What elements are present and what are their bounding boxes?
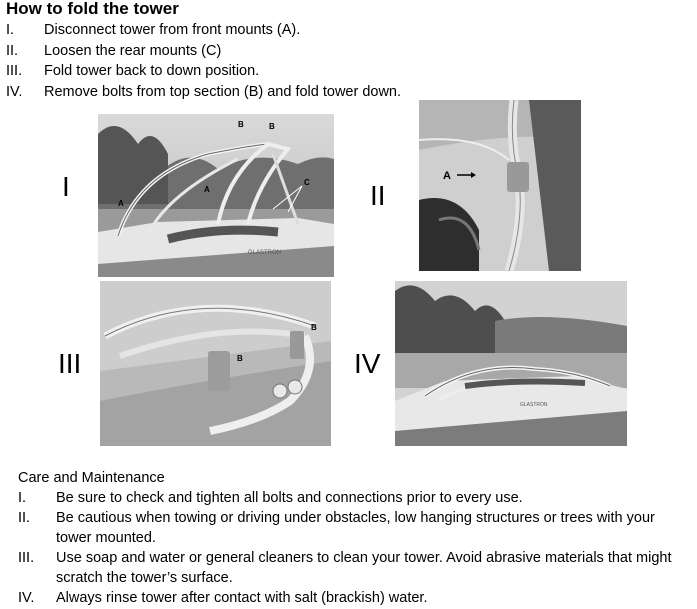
step-text: Loosen the rear mounts (C) <box>44 42 222 59</box>
page-title: How to fold the tower <box>6 0 179 18</box>
callout-b-1: B <box>238 120 244 129</box>
care-item-number: II. <box>18 510 31 526</box>
callout-a-1: A <box>118 199 124 208</box>
callout-a-2: A <box>204 185 210 194</box>
care-item-text: Always rinse tower after contact with salt (brackish) water. <box>56 590 428 606</box>
hull-text: GLASTRON <box>520 402 548 408</box>
callout-c: C <box>304 178 310 187</box>
step-text: Fold tower back to down position. <box>44 63 260 79</box>
care-item <box>18 588 676 608</box>
care-item-number: IV. <box>18 590 35 606</box>
callout-b-2: B <box>311 323 317 332</box>
care-heading: Care and Maintenance <box>18 470 165 486</box>
care-item <box>18 488 676 508</box>
care-item-text: Use soap and water or general cleaners to clean your tower. Avoid abrasive materials that might scratch the tower’s surface. <box>56 550 672 586</box>
step-number: IV. <box>6 83 23 100</box>
care-list <box>18 488 676 608</box>
photo-rear-section <box>100 281 331 446</box>
step-text: Remove bolts from top section (B) and fold tower down. <box>44 83 402 100</box>
photo-numeral-2: II <box>370 180 386 211</box>
care-section <box>18 468 676 608</box>
step-text: Disconnect tower from front mounts (A). <box>44 22 301 38</box>
care-item-text: Be sure to check and tighten all bolts and connections prior to every use. <box>56 490 523 506</box>
callout-a: A <box>443 170 451 182</box>
care-item-text: Be cautious when towing or driving under obstacles, low hanging structures or trees with your tower mounted. <box>56 510 655 546</box>
care-item-number: III. <box>18 550 35 566</box>
care-item <box>18 508 676 548</box>
photo-numeral-4: IV <box>354 348 381 379</box>
photo-numeral-3: III <box>58 348 82 379</box>
step-number: II. <box>6 42 19 59</box>
photo-front-mount <box>419 100 581 271</box>
care-item-number: I. <box>18 490 27 506</box>
care-item <box>18 548 676 588</box>
step-number: III. <box>6 63 23 79</box>
step-number: I. <box>6 22 15 38</box>
callout-b-2: B <box>269 122 275 131</box>
hull-text: GLASTRON <box>248 250 282 256</box>
photo-tower-folded <box>395 281 627 446</box>
photo-tower-installed <box>98 114 334 277</box>
callout-b-1: B <box>237 354 243 363</box>
photo-numeral-1: I <box>62 171 70 202</box>
